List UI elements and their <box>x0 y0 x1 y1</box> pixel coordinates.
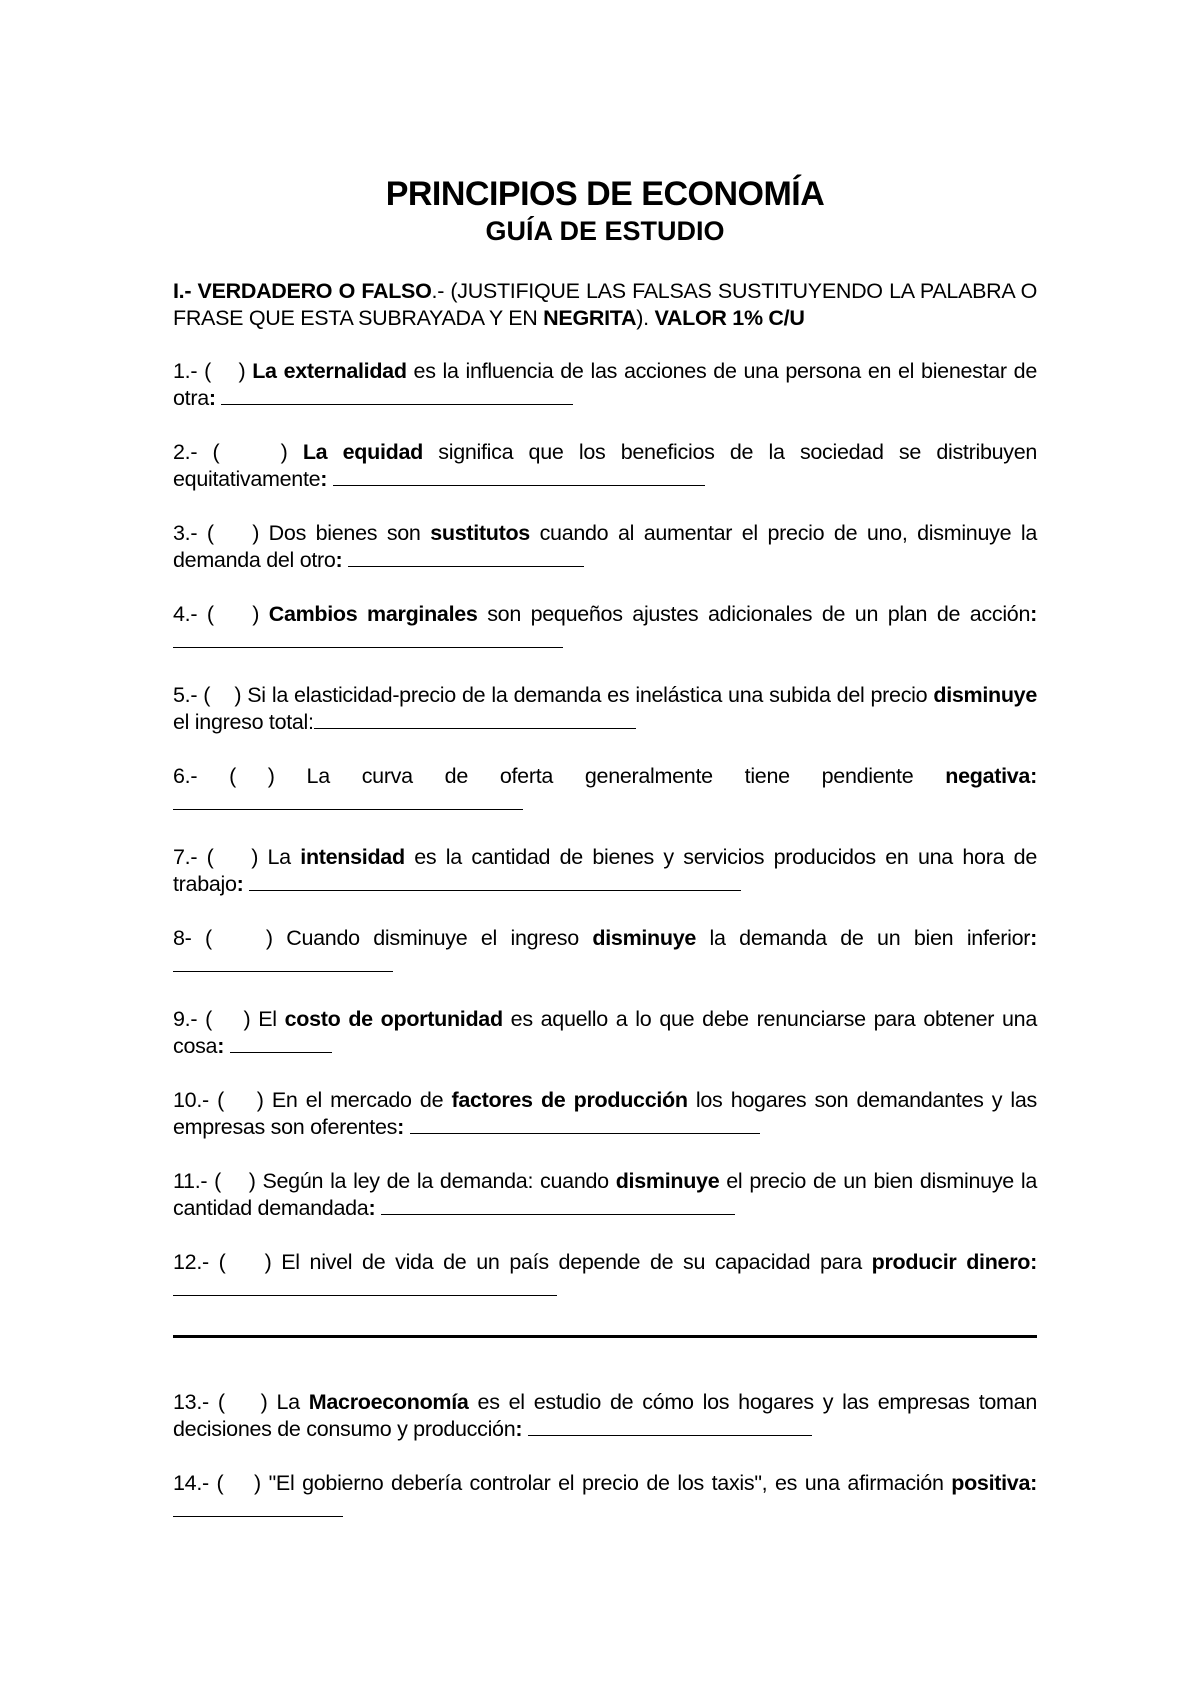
answer-blank[interactable] <box>348 547 584 567</box>
question-item: 12.- ( ) El nivel de vida de un país depende de su capacidad para producir dinero: <box>173 1249 1037 1303</box>
instructions-text: .- (JUSTIFIQUE LAS FALSAS SUSTITUYENDO LA PALABRA O FRASE QUE ESTA SUBRAYADA Y EN <box>173 279 1037 330</box>
answer-blank[interactable] <box>249 871 741 891</box>
answer-blank[interactable] <box>173 1276 557 1296</box>
question-item: 13.- ( ) La Macroeconomía es el estudio de cómo los hogares y las empresas toman decisiones de consumo y producción: <box>173 1390 1037 1441</box>
answer-blank[interactable] <box>173 952 393 972</box>
answer-blank[interactable] <box>173 1497 343 1517</box>
value-label: VALOR 1% C/U <box>654 306 805 330</box>
question-key-term: disminuye <box>615 1169 720 1193</box>
question-item: 11.- ( ) Según la ley de la demanda: cuando disminuye el precio de un bien disminuye la cantidad demandada: <box>173 1169 1037 1220</box>
question-key-term: factores de producción <box>451 1088 688 1112</box>
answer-blank[interactable] <box>333 466 705 486</box>
question-item: 14.- ( ) "El gobierno debería controlar el precio de los taxis", es una afirmación positiva: <box>173 1470 1037 1524</box>
section-divider <box>173 1335 1037 1338</box>
section-label: I.- VERDADERO O FALSO <box>173 279 432 303</box>
question-key-term: La equidad <box>302 440 423 464</box>
question-key-term: positiva <box>951 1471 1031 1495</box>
document-title: PRINCIPIOS DE ECONOMÍA <box>385 175 825 213</box>
question-item: 10.- ( ) En el mercado de factores de producción los hogares son demandantes y las empresas son oferentes: <box>173 1088 1037 1139</box>
answer-blank[interactable] <box>381 1195 735 1215</box>
question-item: 5.- ( ) Si la elasticidad-precio de la demanda es inelástica una subida del precio disminuye el ingreso total: <box>173 683 1037 734</box>
question-key-term: disminuye <box>592 926 697 950</box>
question-key-term: disminuye <box>933 683 1037 707</box>
question-item: 8- ( ) Cuando disminuye el ingreso disminuye la demanda de un bien inferior: <box>173 925 1037 979</box>
question-key-term: sustitutos <box>430 521 530 545</box>
question-item: 1.- ( ) La externalidad es la influencia de las acciones de una persona en el bienestar de otra: <box>173 359 1037 410</box>
question-item: 6.- ( ) La curva de oferta generalmente tiene pendiente negativa: <box>173 763 1037 817</box>
document-subtitle: GUÍA DE ESTUDIO <box>485 216 725 246</box>
question-key-term: La externalidad <box>252 359 407 383</box>
answer-blank[interactable] <box>173 790 523 810</box>
question-key-term: negativa <box>945 764 1031 788</box>
question-item: 2.- ( ) La equidad significa que los beneficios de la sociedad se distribuyen equitativamente: <box>173 440 1038 491</box>
section-instructions <box>173 278 1037 332</box>
question-item: 4.- ( ) Cambios marginales son pequeños ajustes adicionales de un plan de acción: <box>173 601 1037 655</box>
question-key-term: costo de oportunidad <box>284 1007 503 1031</box>
question-item: 9.- ( ) El costo de oportunidad es aquello a lo que debe renunciarse para obtener una cosa: <box>173 1007 1037 1058</box>
question-key-term: intensidad <box>300 845 405 869</box>
answer-blank[interactable] <box>173 628 563 648</box>
question-key-term: producir dinero <box>871 1250 1031 1274</box>
answer-blank[interactable] <box>221 385 573 405</box>
instructions-text-end: ). <box>636 306 655 330</box>
answer-blank[interactable] <box>230 1033 332 1053</box>
question-item: 3.- ( ) Dos bienes son sustitutos cuando al aumentar el precio de uno, disminuye la demanda del otro: <box>173 521 1037 572</box>
question-key-term: Macroeconomía <box>308 1390 469 1414</box>
question-item: 7.- ( ) La intensidad es la cantidad de bienes y servicios producidos en una hora de trabajo: <box>173 845 1037 896</box>
question-key-term: Cambios marginales <box>268 602 478 626</box>
instructions-bold-word: NEGRITA <box>543 306 637 330</box>
answer-blank[interactable] <box>528 1416 812 1436</box>
answer-blank[interactable] <box>410 1114 760 1134</box>
answer-blank[interactable] <box>314 709 636 729</box>
